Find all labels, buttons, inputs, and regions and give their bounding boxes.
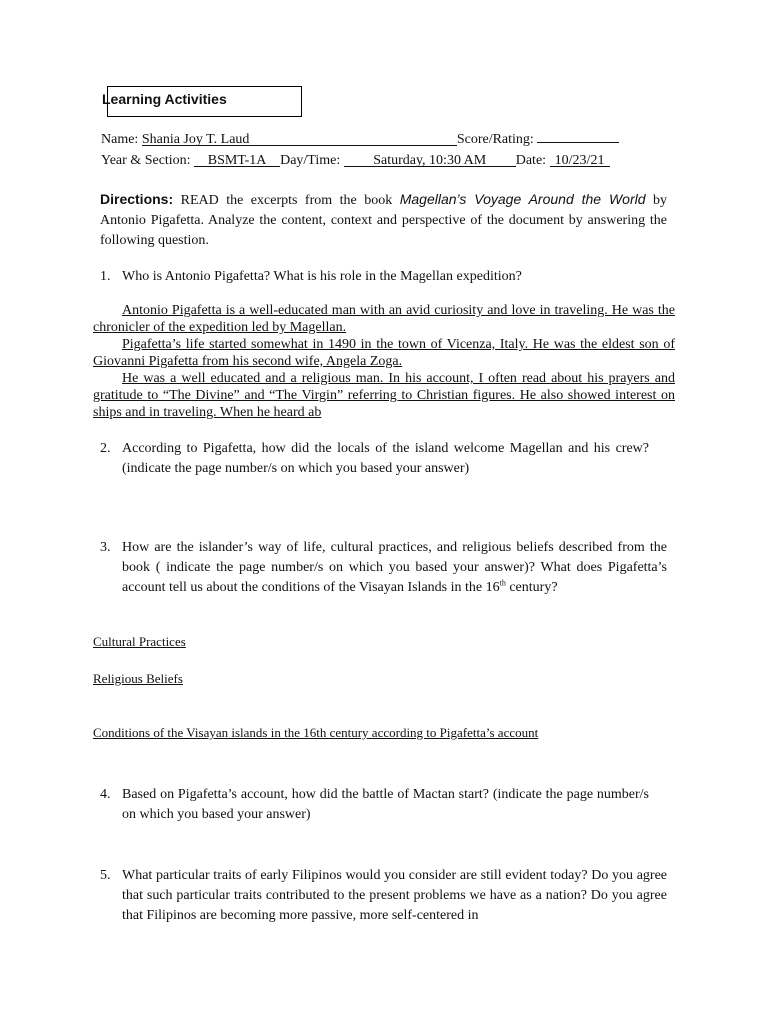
question-2: 2. According to Pigafetta, how did the locals of the island welcome Magellan and his crew? (indicate the page number/s on which you based your answer) <box>100 441 649 476</box>
answer-1 <box>93 302 675 421</box>
date-label: Date: <box>515 153 547 168</box>
name-label: Name: <box>101 132 139 147</box>
question-1: 1. Who is Antonio Pigafetta? What is his role in the Magellan expedition? <box>100 269 522 284</box>
day-field[interactable]: Saturday, 10:30 AM <box>344 152 516 167</box>
religious-beliefs-label: Religious Beliefs <box>93 671 183 686</box>
score-field[interactable] <box>537 128 619 143</box>
name-line <box>101 128 619 149</box>
conditions-label: Conditions of the Visayan islands in the 16th century according to Pigafetta’s account <box>93 725 539 740</box>
score-label: Score/Rating: <box>456 132 534 147</box>
directions-label: Directions: <box>100 191 174 207</box>
question-5: 5. What particular traits of early Filipinos would you consider are still evident today? Do you agree that such particular traits contributed to the present problems we have as a nation? Do you agree that Filipinos are becoming more passive, more self-centered in <box>100 868 667 923</box>
name-field[interactable]: Shania Joy T. Laud <box>142 131 457 146</box>
year-field[interactable]: BSMT-1A <box>194 152 280 167</box>
question-3: 3. How are the islander’s way of life, cultural practices, and religious beliefs described from the book ( indicate the page number/s on which you based your answer)? What does Pigafetta’s account tell us about the conditions of the Visayan Islands in the 16th century? <box>100 540 667 595</box>
answer-paragraph: Antonio Pigafetta is a well-educated man with an avid curiosity and love in traveling. He was the chronicler of the expedition led by Magellan. <box>93 303 675 335</box>
year-line <box>101 152 610 170</box>
question-4: 4. Based on Pigafetta’s account, how did the battle of Mactan start? (indicate the page number/s on which you based your answer) <box>100 787 649 822</box>
day-label: Day/Time: <box>280 153 341 168</box>
year-label: Year & Section: <box>101 153 191 168</box>
page-title: Learning Activities <box>102 91 227 107</box>
book-title: Magellan’s Voyage Around the World <box>399 191 646 207</box>
cultural-practices-label: Cultural Practices <box>93 634 186 649</box>
date-field[interactable]: 10/23/21 <box>550 152 610 167</box>
answer-paragraph: He was a well educated and a religious man. In his account, I often read about his prayers and gratitude to “The Divine” and “The Virgin” referring to Christian figures. He also showed interest on ships and in traveling. When he heard ab <box>93 371 675 420</box>
directions: Directions: READ the excerpts from the book Magellan’s Voyage Around the World by Antonio Pigafetta. Analyze the content, context and perspective of the document by answering the following question. <box>100 191 668 248</box>
answer-paragraph: Pigafetta’s life started somewhat in 1490 in the town of Vicenza, Italy. He was the eldest son of Giovanni Pigafetta from his second wife, Angela Zoga. <box>93 337 675 369</box>
